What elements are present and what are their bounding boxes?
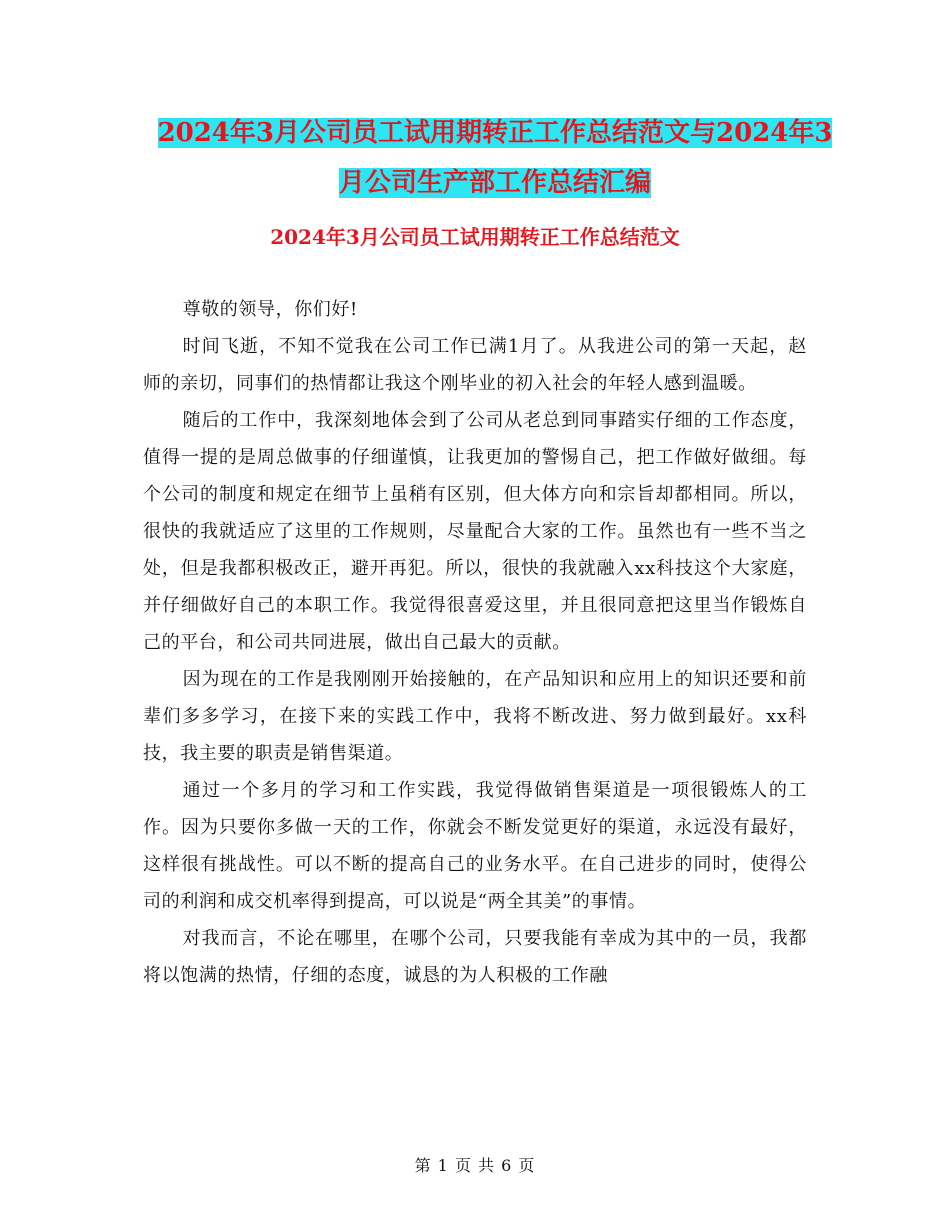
section-title: 2024年3月公司员工试用期转正工作总结范文 bbox=[270, 225, 680, 249]
page-number-footer: 第 1 页 共 6 页 bbox=[414, 1156, 536, 1175]
body-paragraph: 对我而言，不论在哪里，在哪个公司，只要我能有幸成为其中的一员，我都将以饱满的热情，仔细的态度，诚恳的为人积极的工作融 bbox=[143, 928, 807, 986]
body-paragraph: 通过一个多月的学习和工作实践，我觉得做销售渠道是一项很锻炼人的工作。因为只要你多做一天的工作，你就会不断发觉更好的渠道，永远没有最好，这样很有挑战性。可以不断的提高自己的业务水平。在自己进步的同时，使得公司的利润和成交机率得到提高，可以说是“两全其美”的事情。 bbox=[143, 780, 807, 912]
body-paragraph: 时间飞逝，不知不觉我在公司工作已满1月了。从我进公司的第一天起，赵师的亲切，同事们的热情都让我这个刚毕业的初入社会的年轻人感到温暖。 bbox=[143, 336, 807, 394]
document-title-text: 2024年3月公司员工试用期转正工作总结范文与2024年3月公司生产部工作总结汇编 bbox=[157, 118, 833, 198]
body-paragraph: 因为现在的工作是我刚刚开始接触的，在产品知识和应用上的知识还要和前辈们多多学习，在接下来的实践工作中，我将不断改进、努力做到最好。xx科技，我主要的职责是销售渠道。 bbox=[143, 669, 807, 764]
body-paragraph: 随后的工作中，我深刻地体会到了公司从老总到同事踏实仔细的工作态度，值得一提的是周总做事的仔细谨慎，让我更加的警惕自己，把工作做好做细。每个公司的制度和规定在细节上虽稍有区别，但大体方向和宗旨却都相同。所以，很快的我就适应了这里的工作规则，尽量配合大家的工作。虽然也有一些不当之处，但是我都积极改正，避开再犯。所以，很快的我就融入xx科技这个大家庭，并仔细做好自己的本职工作。我觉得很喜爱这里，并且很同意把这里当作锻炼自己的平台，和公司共同进展，做出自己最大的贡献。 bbox=[143, 410, 807, 653]
document-body bbox=[143, 291, 807, 994]
document-title bbox=[150, 108, 840, 208]
greeting-paragraph: 尊敬的领导，你们好! bbox=[182, 299, 358, 320]
